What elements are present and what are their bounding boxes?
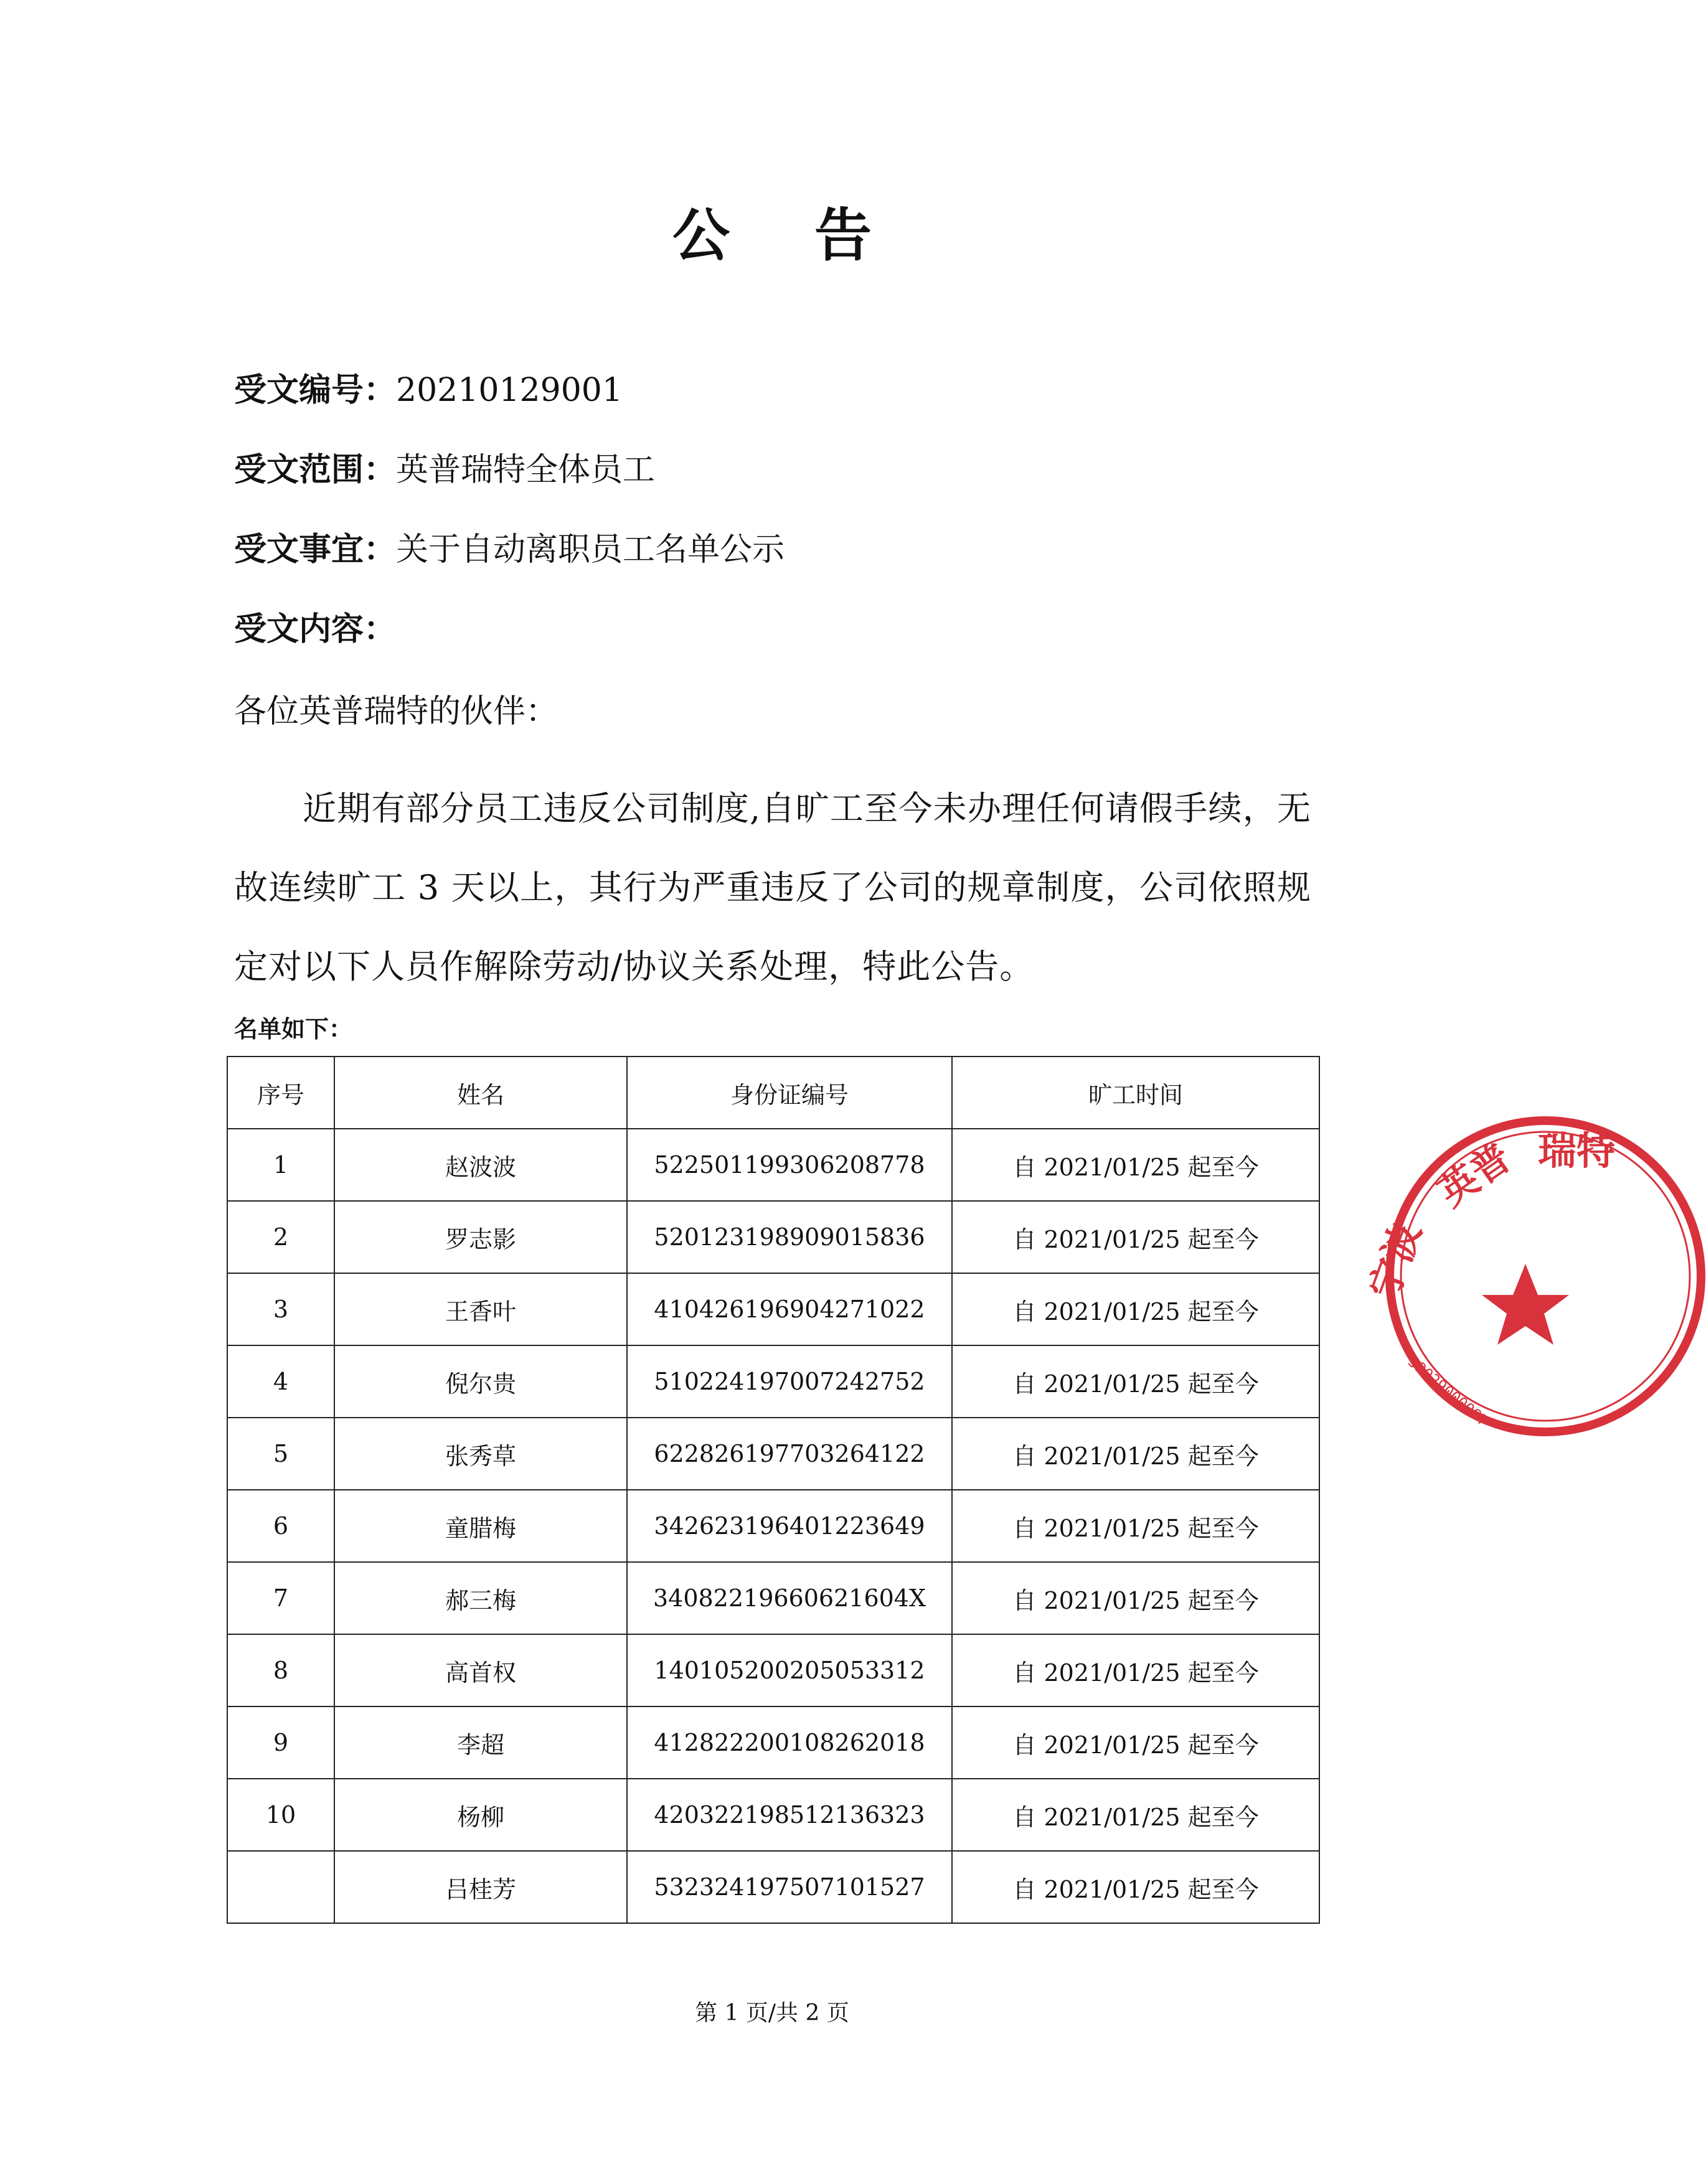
field-value: 关于自动离职员工名单公示 xyxy=(396,531,785,568)
cell-absence-time: 自 2021/01/25 起至今 xyxy=(952,1851,1319,1923)
header-id-number: 身份证编号 xyxy=(627,1057,952,1129)
table-row xyxy=(227,1562,1319,1634)
table-row xyxy=(227,1706,1319,1779)
greeting: 各位英普瑞特的伙伴： xyxy=(234,693,558,730)
table-row xyxy=(227,1129,1319,1201)
header-absence-time: 旷工时间 xyxy=(952,1057,1319,1129)
list-label: 名单如下： xyxy=(234,1015,353,1043)
cell-id-number: 140105200205053312 xyxy=(627,1634,952,1706)
cell-id-number: 532324197507101527 xyxy=(627,1851,952,1923)
svg-text:英普: 英普 xyxy=(1430,1134,1520,1216)
cell-id-number: 622826197703264122 xyxy=(627,1418,952,1490)
svg-text:33029000087: 33029000087 xyxy=(1405,1353,1492,1430)
cell-name: 童腊梅 xyxy=(334,1490,627,1562)
table-row xyxy=(227,1345,1319,1418)
cell-index: 1 xyxy=(227,1129,334,1201)
cell-absence-time: 自 2021/01/25 起至今 xyxy=(952,1779,1319,1851)
cell-index xyxy=(227,1851,334,1923)
cell-id-number: 522501199306208778 xyxy=(627,1129,952,1201)
cell-index: 4 xyxy=(227,1345,334,1418)
cell-name: 罗志影 xyxy=(334,1201,627,1273)
cell-index: 3 xyxy=(227,1273,334,1345)
svg-text:瑞特: 瑞特 xyxy=(1538,1128,1616,1174)
field-label: 受文范围： xyxy=(234,451,397,489)
cell-id-number: 520123198909015836 xyxy=(627,1201,952,1273)
header-name: 姓名 xyxy=(334,1057,627,1129)
cell-id-number: 410426196904271022 xyxy=(627,1273,952,1345)
field-subject xyxy=(234,528,785,572)
field-value: 20210129001 xyxy=(396,372,623,409)
cell-absence-time: 自 2021/01/25 起至今 xyxy=(952,1706,1319,1779)
cell-absence-time: 自 2021/01/25 起至今 xyxy=(952,1418,1319,1490)
cell-absence-time: 自 2021/01/25 起至今 xyxy=(952,1634,1319,1706)
field-scope xyxy=(234,448,655,492)
field-value: 英普瑞特全体员工 xyxy=(396,451,656,489)
table-row xyxy=(227,1634,1319,1706)
cell-absence-time: 自 2021/01/25 起至今 xyxy=(952,1129,1319,1201)
cell-name: 王香叶 xyxy=(334,1273,627,1345)
cell-index: 2 xyxy=(227,1201,334,1273)
cell-id-number: 412822200108262018 xyxy=(627,1706,952,1779)
cell-id-number: 420322198512136323 xyxy=(627,1779,952,1851)
field-label: 受文编号： xyxy=(234,372,397,409)
company-seal xyxy=(1360,1096,1616,1457)
cell-index: 7 xyxy=(227,1562,334,1634)
cell-index: 6 xyxy=(227,1490,334,1562)
cell-index: 5 xyxy=(227,1418,334,1490)
cell-absence-time: 自 2021/01/25 起至今 xyxy=(952,1201,1319,1273)
field-content xyxy=(234,608,396,651)
cell-name: 倪尔贵 xyxy=(334,1345,627,1418)
cell-name: 郝三梅 xyxy=(334,1562,627,1634)
field-label: 受文内容： xyxy=(234,611,397,648)
header-index: 序号 xyxy=(227,1057,334,1129)
table-row xyxy=(227,1851,1319,1923)
table-row xyxy=(227,1273,1319,1345)
cell-name: 吕桂芳 xyxy=(334,1851,627,1923)
cell-name: 高首权 xyxy=(334,1634,627,1706)
cell-absence-time: 自 2021/01/25 起至今 xyxy=(952,1345,1319,1418)
table-row xyxy=(227,1779,1319,1851)
dismissal-table xyxy=(227,1056,1320,1924)
cell-name: 杨柳 xyxy=(334,1779,627,1851)
table-row xyxy=(227,1418,1319,1490)
cell-id-number: 342623196401223649 xyxy=(627,1490,952,1562)
body-paragraph: 近期有部分员工违反公司制度,自旷工至今未办理任何请假手续，无故连续旷工 3 天以上，其行为严重违反了公司的规章制度，公司依照规定对以下人员作解除劳动/协议关系处理，特此公告。 xyxy=(234,789,1311,986)
cell-absence-time: 自 2021/01/25 起至今 xyxy=(952,1490,1319,1562)
cell-index: 9 xyxy=(227,1706,334,1779)
cell-id-number: 34082219660621604X xyxy=(627,1562,952,1634)
field-label: 受文事宜： xyxy=(234,531,397,568)
table-row xyxy=(227,1490,1319,1562)
cell-name: 赵波波 xyxy=(334,1129,627,1201)
cell-index: 8 xyxy=(227,1634,334,1706)
document-title: 公 告 xyxy=(672,202,905,269)
cell-name: 李超 xyxy=(334,1706,627,1779)
cell-name: 张秀草 xyxy=(334,1418,627,1490)
cell-index: 10 xyxy=(227,1779,334,1851)
table-row xyxy=(227,1201,1319,1273)
cell-absence-time: 自 2021/01/25 起至今 xyxy=(952,1562,1319,1634)
page-footer: 第 1 页/共 2 页 xyxy=(695,2000,849,2026)
cell-id-number: 510224197007242752 xyxy=(627,1345,952,1418)
cell-absence-time: 自 2021/01/25 起至今 xyxy=(952,1273,1319,1345)
svg-text:宁波: 宁波 xyxy=(1360,1216,1430,1305)
table-header-row xyxy=(227,1057,1319,1129)
field-document-number xyxy=(234,369,623,412)
